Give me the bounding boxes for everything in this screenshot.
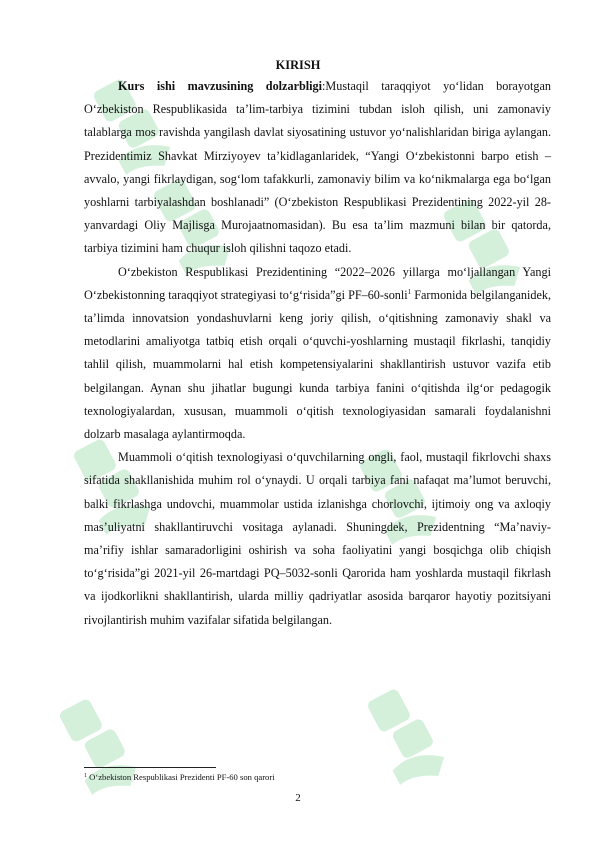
leaf-logo-icon [56, 690, 142, 802]
paragraph-relevance [84, 75, 551, 261]
paragraph-strategy [84, 261, 551, 447]
paragraph-text: Farmonida belgilanganidek, ta’limda innovatsion yondashuvlarni keng joriy qilish, o‘qitishning zamonaviy shakl va metodlarini amaliyotga tatbiq etish orqali o‘quvchi-yoshlarning mustaqil fikrlashi, tanqidiy tahlil qilish, muammolarni hal etish kompetensiyalarini shakllantirish ustuvor vazifa etib belgilangan. Aynan shu jihatlar bugungi kunda tarbiya fanini o‘qitishda ilg‘or pedagogik texnologiyalardan, xususan, muammoli o‘qitish texnologiyasidan samarali foydalanishni dolzarb masalaga aylantirmoqda. [84, 287, 551, 442]
page-title: KIRISH [275, 58, 321, 72]
footnote [84, 772, 551, 783]
paragraph-text: :Mustaqil taraqqiyot yo‘lidan borayotgan O‘zbekiston Respublikasida ta’lim-tarbiya tizimini tubdan isloh qilish, uni zamonaviy talablarga mos ravishda yangilash davlat siyosatining ustuvor yo‘nalishlaridan biriga aylangan. Prezidentimiz Shavkat Mirziyoyev ta’kidlaganlaridek, “Yangi O‘zbekistonni barpo etish – avvalo, yangi fikrlaydigan, sog‘lom tafakkurli, zamonaviy bilim va ko‘nikmalarga ega bo‘lgan yoshlarni tarbiyalashdan boshlanadi” (O‘zbekiston Respublikasi Prezidentining 2022-yil 28-yanvardagi Oliy Majlisga Murojaatnomasidan). Bu esa ta’lim mazmuni bilan bir qatorda, tarbiya tizimini ham chuqur isloh qilishni taqozo etadi. [84, 79, 551, 256]
paragraph-text: O‘zbekiston Respublikasi Prezidentining “2022–2026 yillarga mo‘ljallangan Yangi O‘zbekistonning taraqqiyot strategiyasi to‘g‘risida”gi PF–60-sonli [84, 264, 551, 302]
paragraph-lead-bold: Kurs ishi mavzusining dolzarbligi [118, 79, 323, 93]
footnote-reference[interactable]: 1 [407, 287, 412, 296]
footnote-number: 1 [84, 773, 87, 779]
document-body [84, 75, 551, 632]
page-number: 2 [295, 792, 301, 804]
paragraph-problem-based-learning: Muammoli o‘qitish texnologiyasi o‘quvchilarning ongli, faol, mustaqil fikrlovchi shaxs sifatida shakllanishida muhim rol o‘ynaydi. U orqali tarbiya fani nafaqat ma’lumot beruvchi, balki fikrlashga undovchi, muammolar ustida izlanishga chorlovchi, ijtimoiy ong va axloqiy mas’uliyatni shakllantiruvchi vositaga aylanadi. Shuningdek, Prezidentning “Ma’naviy-ma’rifiy ishlar samaradorligini oshirish va soha faoliyatini yangi bosqichga olib chiqish to‘g‘risida”gi 2021-yil 26-martdagi PQ–5032-sonli Qarorida ham yoshlarda mustaqil fikrlash va ijodkorlikni shakllantirish, ularda milliy qadriyatlar asosida barqaror hayotiy pozitsiyani rivojlantirish muhim vazifalar sifatida belgilangan. [84, 450, 551, 627]
footnote-text: O‘zbekiston Respublikasi Prezidenti PF-60 son qarori [87, 772, 275, 782]
footnote-divider [84, 767, 216, 768]
